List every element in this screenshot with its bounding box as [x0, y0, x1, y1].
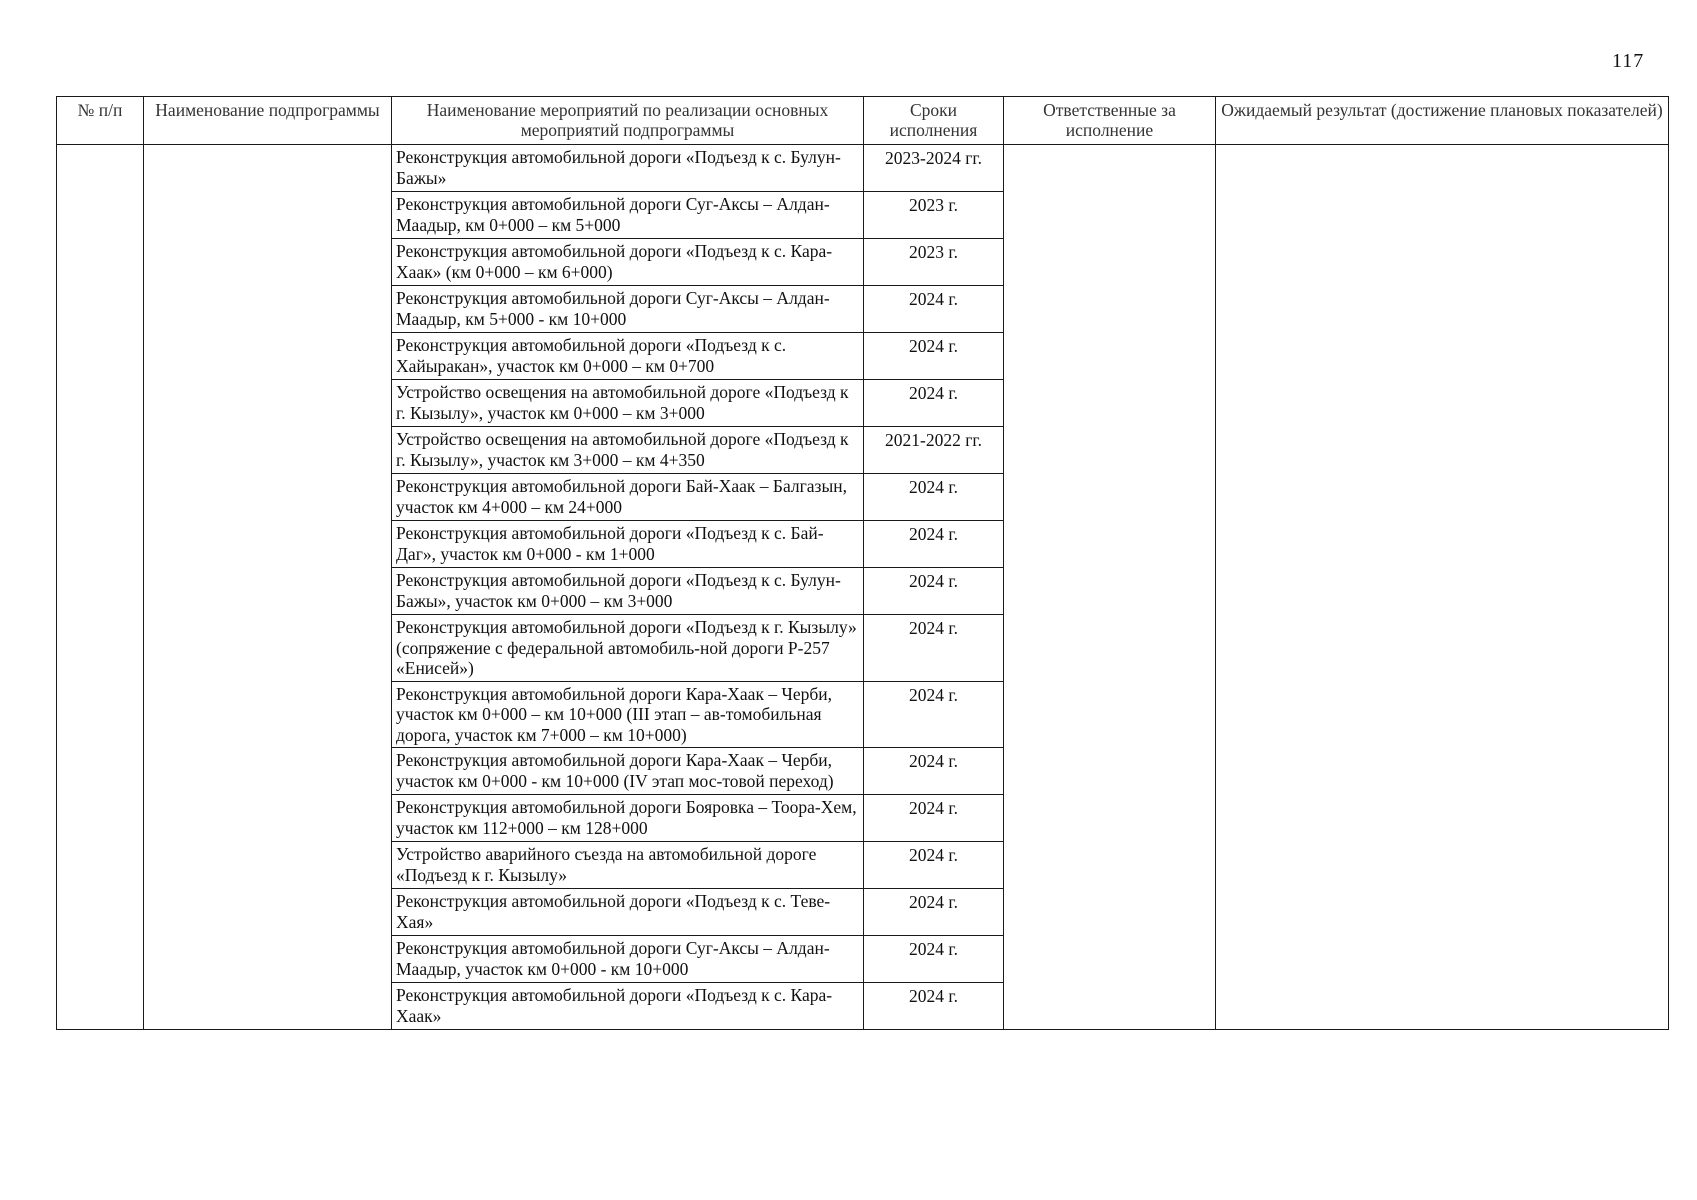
header-subprogram: Наименование подпрограммы — [144, 97, 392, 145]
event-cell: Устройство аварийного съезда на автомобильной дороге «Подъезд к г. Кызылу» — [392, 842, 864, 889]
date-cell: 2024 г. — [864, 936, 1004, 983]
date-cell: 2023 г. — [864, 239, 1004, 286]
event-cell: Реконструкция автомобильной дороги «Подъезд к с. Булун-Бажы» — [392, 145, 864, 192]
date-cell: 2024 г. — [864, 748, 1004, 795]
event-cell: Реконструкция автомобильной дороги «Подъезд к с. Теве-Хая» — [392, 889, 864, 936]
header-number: № п/п — [57, 97, 144, 145]
table-body — [57, 145, 1669, 1030]
date-cell: 2024 г. — [864, 568, 1004, 615]
event-cell: Реконструкция автомобильной дороги Кара-Хаак – Черби, участок км 0+000 - км 10+000 (IV этап мос-товой переход) — [392, 748, 864, 795]
table-header-row — [57, 97, 1669, 145]
date-cell: 2024 г. — [864, 521, 1004, 568]
event-cell: Реконструкция автомобильной дороги Суг-Аксы – Алдан-Маадыр, участок км 0+000 - км 10+000 — [392, 936, 864, 983]
date-cell: 2024 г. — [864, 983, 1004, 1030]
date-cell: 2021-2022 гг. — [864, 427, 1004, 474]
event-cell: Устройство освещения на автомобильной дороге «Подъезд к г. Кызылу», участок км 3+000 – км 4+350 — [392, 427, 864, 474]
event-cell: Реконструкция автомобильной дороги «Подъезд к г. Кызылу» (сопряжение с федеральной автомобиль-ной дороги Р-257 «Енисей») — [392, 615, 864, 681]
responsible-cell — [1004, 145, 1216, 1030]
date-cell: 2024 г. — [864, 795, 1004, 842]
event-cell: Реконструкция автомобильной дороги Бай-Хаак – Балгазын, участок км 4+000 – км 24+000 — [392, 474, 864, 521]
page-number: 117 — [1612, 50, 1645, 72]
header-events: Наименование мероприятий по реализации основных мероприятий подпрограммы — [392, 97, 864, 145]
number-cell — [57, 145, 144, 1030]
header-deadlines: Сроки исполнения — [864, 97, 1004, 145]
event-cell: Реконструкция автомобильной дороги Бояровка – Тоора-Хем, участок км 112+000 – км 128+000 — [392, 795, 864, 842]
event-cell: Реконструкция автомобильной дороги Суг-Аксы – Алдан-Маадыр, км 0+000 – км 5+000 — [392, 192, 864, 239]
date-cell: 2023 г. — [864, 192, 1004, 239]
date-cell: 2024 г. — [864, 474, 1004, 521]
event-cell: Реконструкция автомобильной дороги «Подъезд к с. Бай-Даг», участок км 0+000 - км 1+000 — [392, 521, 864, 568]
event-cell: Реконструкция автомобильной дороги Кара-Хаак – Черби, участок км 0+000 – км 10+000 (III этап – ав-томобильная дорога, участок км 7+000 – км 10+000) — [392, 681, 864, 747]
program-table — [56, 96, 1669, 1030]
event-cell: Реконструкция автомобильной дороги «Подъезд к с. Кара-Хаак» (км 0+000 – км 6+000) — [392, 239, 864, 286]
event-cell: Устройство освещения на автомобильной дороге «Подъезд к г. Кызылу», участок км 0+000 – км 3+000 — [392, 380, 864, 427]
date-cell: 2023-2024 гг. — [864, 145, 1004, 192]
date-cell: 2024 г. — [864, 615, 1004, 681]
subprogram-cell — [144, 145, 392, 1030]
date-cell: 2024 г. — [864, 333, 1004, 380]
date-cell: 2024 г. — [864, 286, 1004, 333]
date-cell: 2024 г. — [864, 842, 1004, 889]
date-cell: 2024 г. — [864, 380, 1004, 427]
header-responsible: Ответственные за исполнение — [1004, 97, 1216, 145]
table-row — [57, 145, 1669, 192]
event-cell: Реконструкция автомобильной дороги Суг-Аксы – Алдан-Маадыр, км 5+000 - км 10+000 — [392, 286, 864, 333]
date-cell: 2024 г. — [864, 681, 1004, 747]
event-cell: Реконструкция автомобильной дороги «Подъезд к с. Хайыракан», участок км 0+000 – км 0+700 — [392, 333, 864, 380]
event-cell: Реконструкция автомобильной дороги «Подъезд к с. Кара-Хаак» — [392, 983, 864, 1030]
date-cell: 2024 г. — [864, 889, 1004, 936]
expected-result-cell — [1216, 145, 1669, 1030]
header-expected-result: Ожидаемый результат (достижение плановых показателей) — [1216, 97, 1669, 145]
event-cell: Реконструкция автомобильной дороги «Подъезд к с. Булун-Бажы», участок км 0+000 – км 3+000 — [392, 568, 864, 615]
